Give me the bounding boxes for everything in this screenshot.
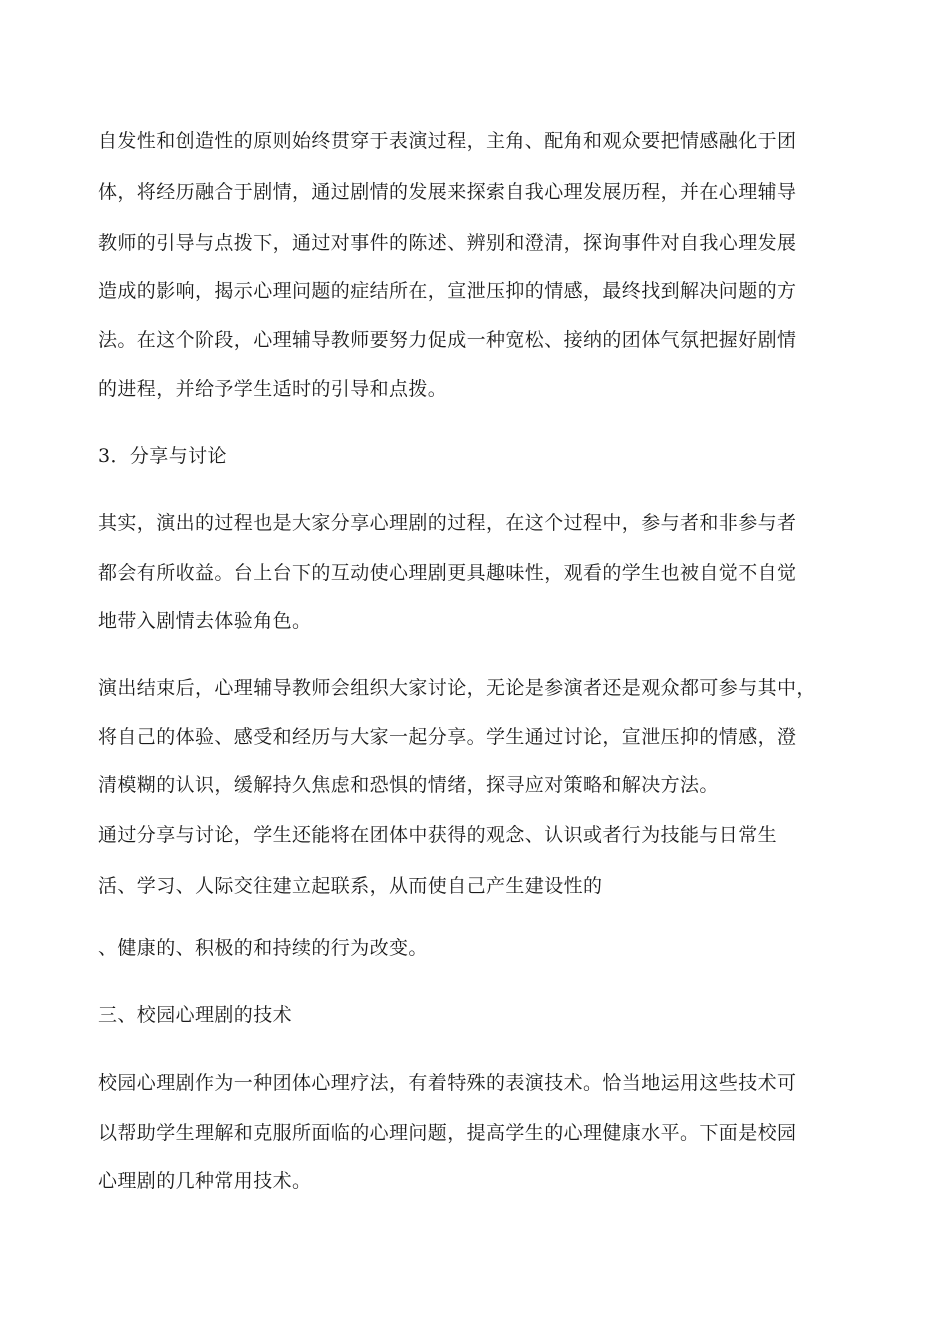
text-line: 的进程，并给予学生适时的引导和点拨。 bbox=[98, 378, 448, 400]
text-line: 清模糊的认识，缓解持久焦虑和恐惧的情绪，探寻应对策略和解决方法。 bbox=[98, 774, 719, 796]
text-line: 通过分享与讨论，学生还能将在团体中获得的观念、认识或者行为技能与日常生 bbox=[98, 824, 778, 846]
text-line: 将自己的体验、感受和经历与大家一起分享。学生通过讨论，宣泄压抑的情感，澄 bbox=[98, 726, 797, 748]
text-line: 校园心理剧作为一种团体心理疗法，有着特殊的表演技术。恰当地运用这些技术可 bbox=[98, 1072, 797, 1094]
section-heading: 3．分享与讨论 bbox=[98, 445, 227, 467]
text-line: 地带入剧情去体验角色。 bbox=[98, 610, 312, 632]
text-line: 体，将经历融合于剧情，通过剧情的发展来探索自我心理发展历程，并在心理辅导 bbox=[98, 181, 797, 203]
text-line: 自发性和创造性的原则始终贯穿于表演过程，主角、配角和观众要把情感融化于团 bbox=[98, 130, 797, 152]
text-line: 都会有所收益。台上台下的互动使心理剧更具趣味性，观看的学生也被自觉不自觉 bbox=[98, 562, 797, 584]
text-line: 造成的影响，揭示心理问题的症结所在，宣泄压抑的情感，最终找到解决问题的方 bbox=[98, 280, 797, 302]
text-line: 活、学习、人际交往建立起联系，从而使自己产生建设性的 bbox=[98, 875, 603, 897]
text-line: 法。在这个阶段，心理辅导教师要努力促成一种宽松、接纳的团体气氛把握好剧情 bbox=[98, 329, 797, 351]
text-line: 心理剧的几种常用技术。 bbox=[98, 1170, 312, 1192]
text-line: 、健康的、积极的和持续的行为改变。 bbox=[98, 937, 428, 959]
text-line: 教师的引导与点拨下，通过对事件的陈述、辨别和澄清，探询事件对自我心理发展 bbox=[98, 232, 797, 254]
text-line: 其实，演出的过程也是大家分享心理剧的过程，在这个过程中，参与者和非参与者 bbox=[98, 512, 797, 534]
section-heading: 三、校园心理剧的技术 bbox=[98, 1004, 293, 1026]
text-line: 演出结束后，心理辅导教师会组织大家讨论，无论是参演者还是观众都可参与其中， bbox=[98, 677, 816, 699]
text-line: 以帮助学生理解和克服所面临的心理问题，提高学生的心理健康水平。下面是校园 bbox=[98, 1122, 797, 1144]
